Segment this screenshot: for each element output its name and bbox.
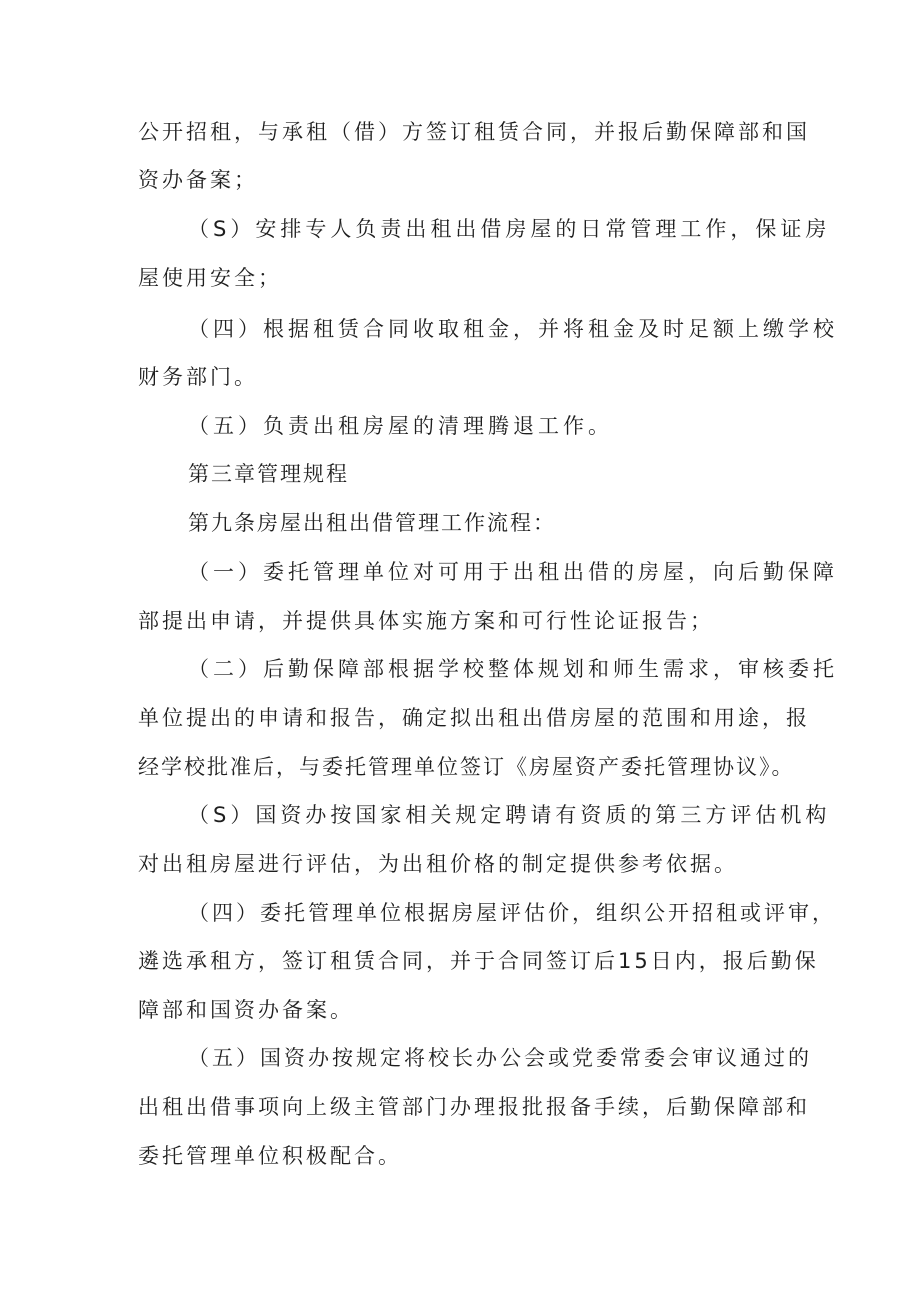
text-line: 公开招租，与承租（借）方签订租赁合同，并报后勤保障部和国 bbox=[138, 120, 810, 144]
text-line: （二）后勤保障部根据学校整体规划和师生需求，审核委托 bbox=[188, 657, 838, 681]
text-line: 对出租房屋进行评估，为出租价格的制定提供参考依据。 bbox=[138, 852, 738, 876]
text-line: 单位提出的申请和报告，确定拟出租出借房屋的范围和用途，报 bbox=[138, 706, 810, 730]
text-line: （四）委托管理单位根据房屋评估价，组织公开招租或评审， bbox=[188, 901, 836, 925]
text-line: 遴选承租方，签订租赁合同，并于合同签订后15日内，报后勤保 bbox=[138, 949, 819, 973]
text-line: 屋使用安全； bbox=[138, 266, 282, 290]
article-heading: 第九条房屋出租出借管理工作流程： bbox=[188, 511, 556, 535]
text-line: 经学校批准后，与委托管理单位签订《房屋资产委托管理协议》。 bbox=[138, 755, 795, 779]
text-line: （五）负责出租房屋的清理腾退工作。 bbox=[188, 414, 613, 438]
text-line: （S）安排专人负责出租出借房屋的日常管理工作，保证房 bbox=[188, 217, 831, 241]
section-heading: 第三章管理规程 bbox=[188, 462, 349, 486]
text-line: 障部和国资办备案。 bbox=[138, 998, 354, 1022]
text-line: 财务部门。 bbox=[138, 365, 258, 389]
text-line: （S）国资办按国家相关规定聘请有资质的第三方评估机构 bbox=[188, 803, 831, 827]
text-line: 资办备案； bbox=[138, 168, 258, 192]
text-line: 部提出申请，并提供具体实施方案和可行性论证报告； bbox=[138, 609, 714, 633]
text-line: 出租出借事项向上级主管部门办理报批报备手续，后勤保障部和 bbox=[138, 1095, 810, 1119]
text-line: （一）委托管理单位对可用于出租出借的房屋，向后勤保障 bbox=[188, 560, 838, 584]
text-line: 委托管理单位积极配合。 bbox=[138, 1144, 402, 1168]
text-line: （五）国资办按规定将校长办公会或党委常委会审议通过的 bbox=[188, 1046, 812, 1070]
text-line: （四）根据租赁合同收取租金，并将租金及时足额上缴学校 bbox=[188, 317, 838, 341]
